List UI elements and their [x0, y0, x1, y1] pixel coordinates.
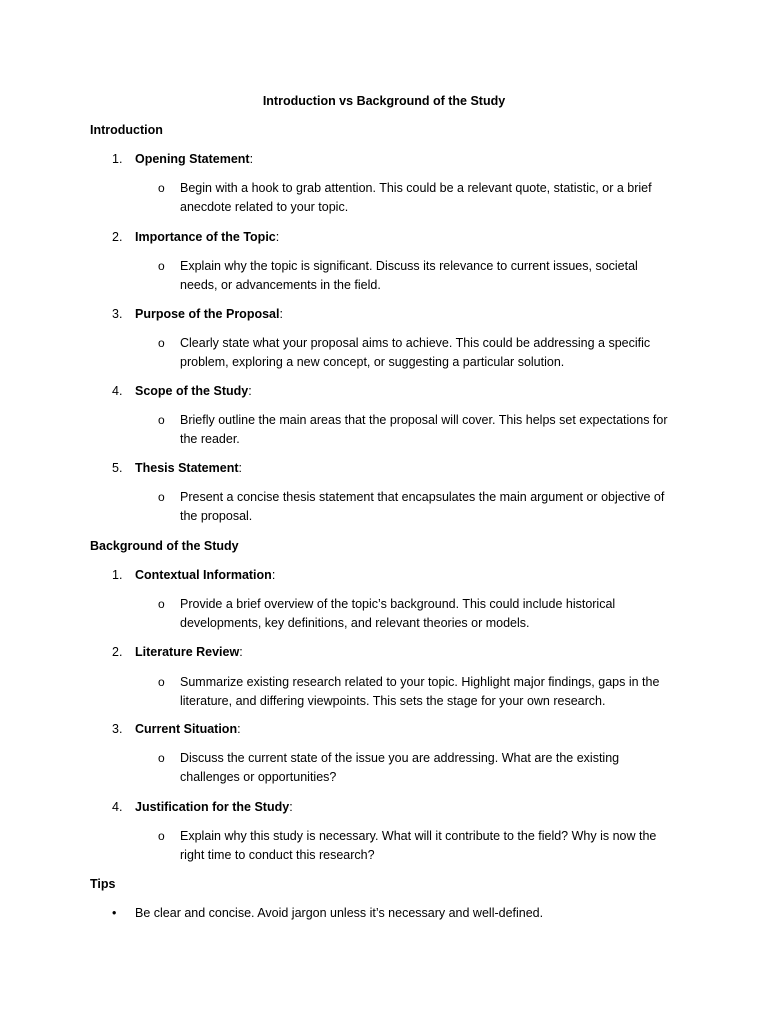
- list-item-label: Importance of the Topic: [135, 230, 276, 244]
- sub-list-text: Begin with a hook to grab attention. This could be a relevant quote, statistic, or a brief anecdote related to your topic.: [180, 181, 652, 214]
- sub-list-text: Clearly state what your proposal aims to achieve. This could be addressing a specific problem, exploring a new concept, or suggesting a particular solution.: [180, 336, 651, 369]
- section-heading-tips: Tips: [90, 877, 116, 891]
- list-item: [112, 566, 672, 585]
- sub-bullet-icon: o: [158, 413, 165, 427]
- list-item: [112, 150, 672, 169]
- list-item: [112, 720, 672, 739]
- sub-list-item: [158, 411, 678, 449]
- list-number: 3.: [112, 307, 123, 321]
- list-number: 2.: [112, 645, 123, 659]
- sub-list-item: [158, 595, 678, 633]
- sub-bullet-icon: o: [158, 259, 165, 273]
- sub-list-item: [158, 673, 678, 711]
- sub-bullet-icon: o: [158, 751, 165, 765]
- list-number: 2.: [112, 230, 123, 244]
- sub-list-text: Explain why this study is necessary. What will it contribute to the field? Why is now the right time to conduct this research?: [180, 829, 657, 862]
- list-item-suffix: :: [237, 722, 241, 736]
- list-number: 1.: [112, 568, 123, 582]
- sub-bullet-icon: o: [158, 336, 165, 350]
- sub-list-text: Summarize existing research related to your topic. Highlight major findings, gaps in the literature, and differing viewpoints. This sets the stage for your own research.: [180, 675, 660, 708]
- list-item: [112, 305, 672, 324]
- sub-list-item: [158, 257, 678, 295]
- list-item: [112, 382, 672, 401]
- sub-list-text: Explain why the topic is significant. Discuss its relevance to current issues, societal needs, or advancements in the field.: [180, 259, 638, 292]
- sub-bullet-icon: o: [158, 675, 165, 689]
- list-item-suffix: :: [275, 230, 280, 244]
- sub-bullet-icon: o: [158, 829, 165, 843]
- section-heading-introduction: Introduction: [90, 123, 163, 137]
- list-item-suffix: :: [238, 461, 242, 475]
- list-item-label: Purpose of the Proposal: [135, 307, 280, 321]
- sub-bullet-icon: o: [158, 181, 165, 195]
- sub-list-text: Discuss the current state of the issue you are addressing. What are the existing challenges or opportunities?: [180, 751, 620, 784]
- list-item-suffix: :: [249, 152, 254, 166]
- list-item-suffix: :: [289, 800, 293, 814]
- sub-list-item: [158, 827, 678, 865]
- list-item-label: Current Situation: [135, 722, 238, 736]
- sub-list-item: [158, 334, 678, 372]
- sub-list-item: [158, 179, 678, 217]
- list-item-label: Contextual Information: [135, 568, 272, 582]
- list-item: [112, 643, 672, 662]
- bullet-icon: •: [112, 906, 117, 920]
- sub-list-item: [158, 488, 678, 526]
- list-item-suffix: :: [279, 307, 283, 321]
- section-heading-background: Background of the Study: [90, 539, 239, 553]
- document-title: Introduction vs Background of the Study: [262, 94, 506, 108]
- sub-bullet-icon: o: [158, 490, 165, 504]
- sub-list-text: Provide a brief overview of the topic’s background. This could include historical developments, key definitions, and relevant theories or models.: [180, 597, 616, 630]
- sub-list-text: Briefly outline the main areas that the proposal will cover. This helps set expectations for the reader.: [180, 413, 668, 446]
- list-number: 5.: [112, 461, 123, 475]
- list-item-label: Thesis Statement: [135, 461, 239, 475]
- list-item: [112, 459, 672, 478]
- tip-item: [112, 904, 672, 923]
- list-item-suffix: :: [239, 645, 243, 659]
- list-number: 4.: [112, 384, 123, 398]
- sub-list-text: Present a concise thesis statement that encapsulates the main argument or objective of the proposal.: [180, 490, 665, 523]
- list-item-label: Opening Statement: [135, 152, 250, 166]
- list-item-suffix: :: [271, 568, 276, 582]
- list-item-label: Justification for the Study: [135, 800, 290, 814]
- tip-text: Be clear and concise. Avoid jargon unless it’s necessary and well-defined.: [135, 906, 544, 920]
- list-item-suffix: :: [248, 384, 252, 398]
- list-number: 1.: [112, 152, 123, 166]
- sub-bullet-icon: o: [158, 597, 165, 611]
- list-item-label: Scope of the Study: [135, 384, 249, 398]
- list-item-label: Literature Review: [135, 645, 240, 659]
- list-item: [112, 228, 672, 247]
- list-item: [112, 798, 672, 817]
- sub-list-item: [158, 749, 678, 787]
- list-number: 3.: [112, 722, 123, 736]
- list-number: 4.: [112, 800, 123, 814]
